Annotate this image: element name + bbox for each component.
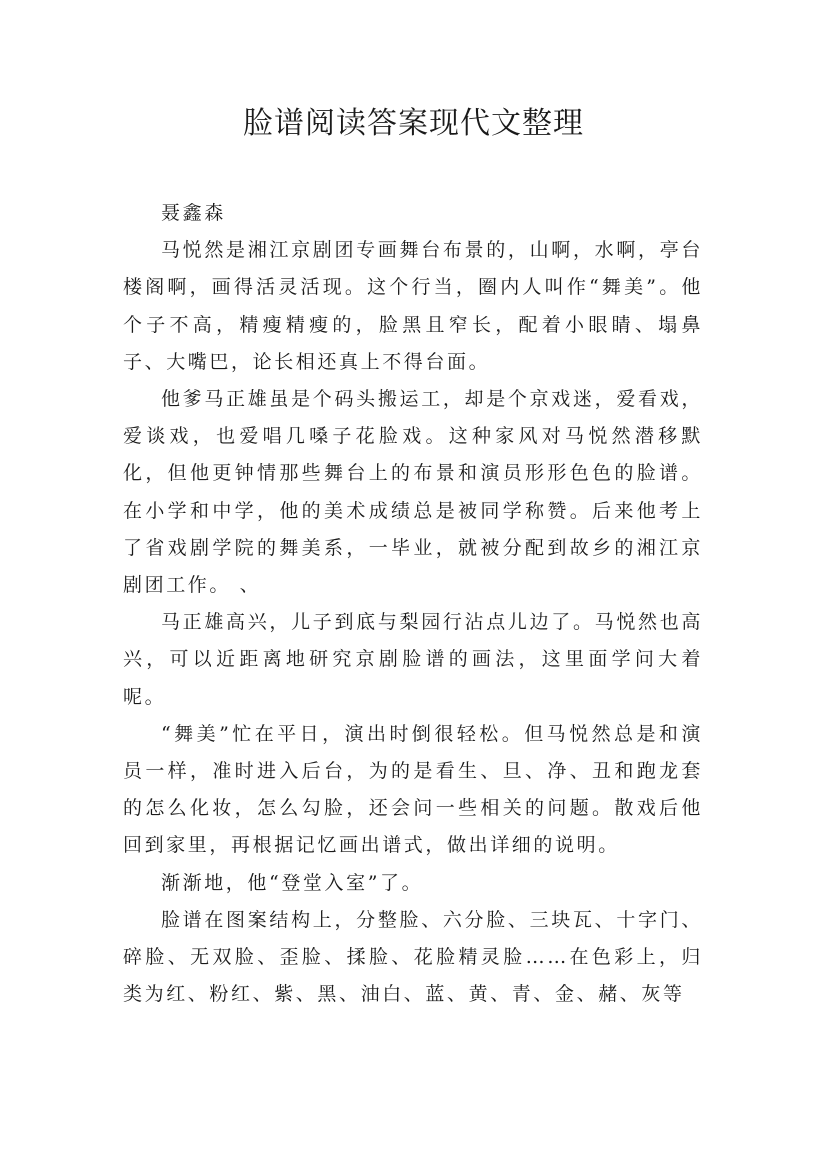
paragraph: 马正雄高兴，儿子到底与梨园行沾点儿边了。马悦然也高兴，可以近距离地研究京剧脸谱的画法，这里面学问大着呢。 [123,611,703,708]
paragraph: 脸谱在图案结构上，分整脸、六分脸、三块瓦、十字门、碎脸、无双脸、歪脸、揉脸、花脸精灵脸……在色彩上，归类为红、粉红、紫、黑、油白、蓝、黄、青、金、赭、灰等 [123,908,703,1006]
author-name: 聂鑫森 [161,202,226,224]
document-body [123,195,703,1013]
paragraph: 马悦然是湘江京剧团专画舞台布景的，山啊，水啊，亭台楼阁啊，画得活灵活现。这个行当，圈内人叫作“舞美”。他个子不高，精瘦精瘦的，脸黑且窄长，配着小眼睛、塌鼻子、大嘴巴，论长相还真上不得台面。 [123,239,703,373]
paragraph: 渐渐地，他“登堂入室”了。 [161,871,424,894]
paragraph: “舞美”忙在平日，演出时倒很轻松。但马悦然总是和演员一样，准时进入后台，为的是看生、旦、净、丑和跑龙套的怎么化妆，怎么勾脸，还会问一些相关的问题。散戏后他回到家里，再根据记忆画出谱式，做出详细的说明。 [123,722,703,857]
paragraph: 他爹马正雄虽是个码头搬运工，却是个京戏迷，爱看戏，爱谈戏，也爱唱几嗓子花脸戏。这种家风对马悦然潜移默化，但他更钟情那些舞台上的布景和演员形形色色的脸谱。在小学和中学，他的美术成绩总是被同学称赞。后来他考上了省戏剧学院的舞美系，一毕业，就被分配到故乡的湘江京剧团工作。 、 [123,388,703,597]
document-title: 脸谱阅读答案现代文整理 [243,106,584,141]
